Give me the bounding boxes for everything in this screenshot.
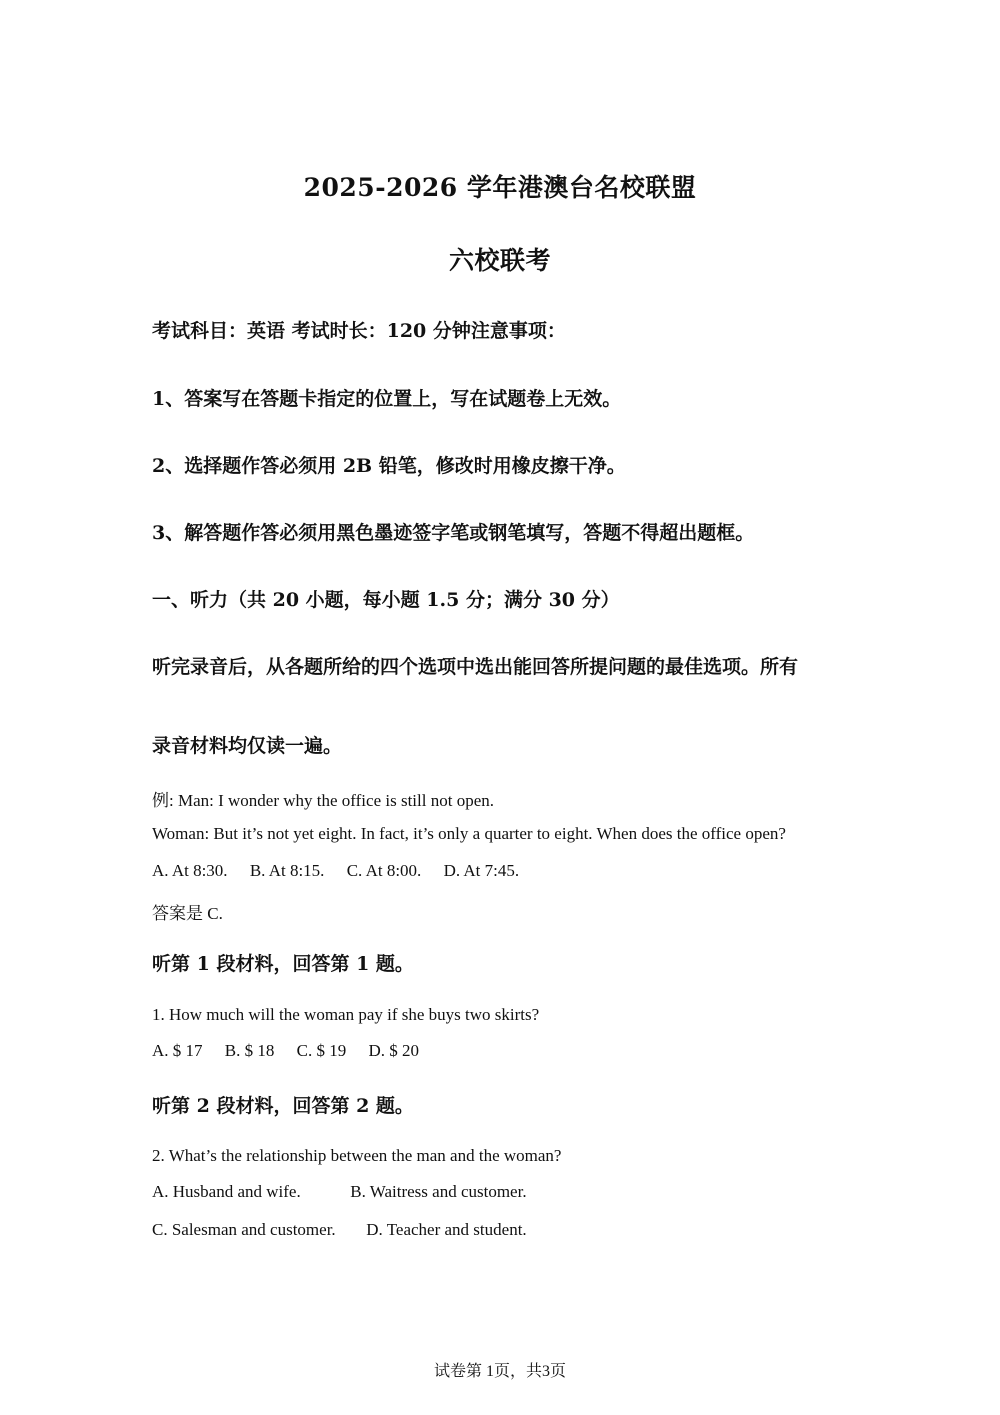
example-line-2: Woman: But it’s not yet eight. In fact, it’s only a quarter to eight. When does the office open?: [152, 824, 786, 843]
question-1-option-d: D. $ 20: [368, 1041, 419, 1060]
question-1-option-c: C. $ 19: [296, 1041, 347, 1060]
question-2-option-d: D. Teacher and student.: [366, 1220, 527, 1239]
question-2-text: 2. What’s the relationship between the man and the woman?: [152, 1146, 562, 1165]
question-1-text: 1. How much will the woman pay if she buys two skirts?: [152, 1005, 540, 1024]
question-2-option-c: C. Salesman and customer.: [152, 1220, 336, 1239]
material-heading-1: 听第 1 段材料，回答第 1 题。: [152, 953, 414, 975]
notice-item-1: 1、答案写在答题卡指定的位置上，写在试题卷上无效。: [152, 388, 622, 410]
question-2-options-row-2: [152, 1220, 527, 1240]
section-instruction-line1: 听完录音后，从各题所给的四个选项中选出能回答所提问题的最佳选项。所有: [152, 656, 799, 678]
notice-item-2: 2、选择题作答必须用 2B 铅笔，修改时用橡皮擦干净。: [152, 455, 626, 477]
question-1-option-b: B. $ 18: [224, 1041, 275, 1060]
exam-title: 2025-2026 学年港澳台名校联盟: [303, 173, 697, 202]
question-2-option-a: A. Husband and wife.: [152, 1182, 301, 1201]
page-number-footer: 试卷第 1页，共3页: [433, 1363, 566, 1380]
section-heading: 一、听力（共 20 小题，每小题 1.5 分；满分 30 分）: [152, 589, 620, 611]
notice-item-3: 3、解答题作答必须用黑色墨迹签字笔或钢笔填写，答题不得超出题框。: [152, 522, 755, 544]
example-option-d: D. At 7:45.: [443, 861, 520, 880]
example-option-b: B. At 8:15.: [249, 861, 325, 880]
exam-info: 考试科目：英语 考试时长：120 分钟注意事项：: [152, 320, 566, 342]
question-1-options: [152, 1041, 419, 1061]
section-instruction-line2: 录音材料均仅读一遍。: [152, 735, 343, 757]
example-option-c: C. At 8:00.: [346, 861, 422, 880]
example-answer: 答案是 C.: [152, 904, 223, 923]
exam-subtitle: 六校联考: [448, 246, 551, 275]
example-line-1: 例: Man: I wonder why the office is still not open.: [152, 791, 494, 810]
question-2-options-row-1: [152, 1182, 527, 1202]
question-2-option-b: B. Waitress and customer.: [350, 1182, 527, 1201]
material-heading-2: 听第 2 段材料，回答第 2 题。: [152, 1095, 414, 1117]
question-1-option-a: A. $ 17: [152, 1041, 203, 1060]
example-options: [152, 861, 519, 881]
example-option-a: A. At 8:30.: [152, 861, 228, 880]
